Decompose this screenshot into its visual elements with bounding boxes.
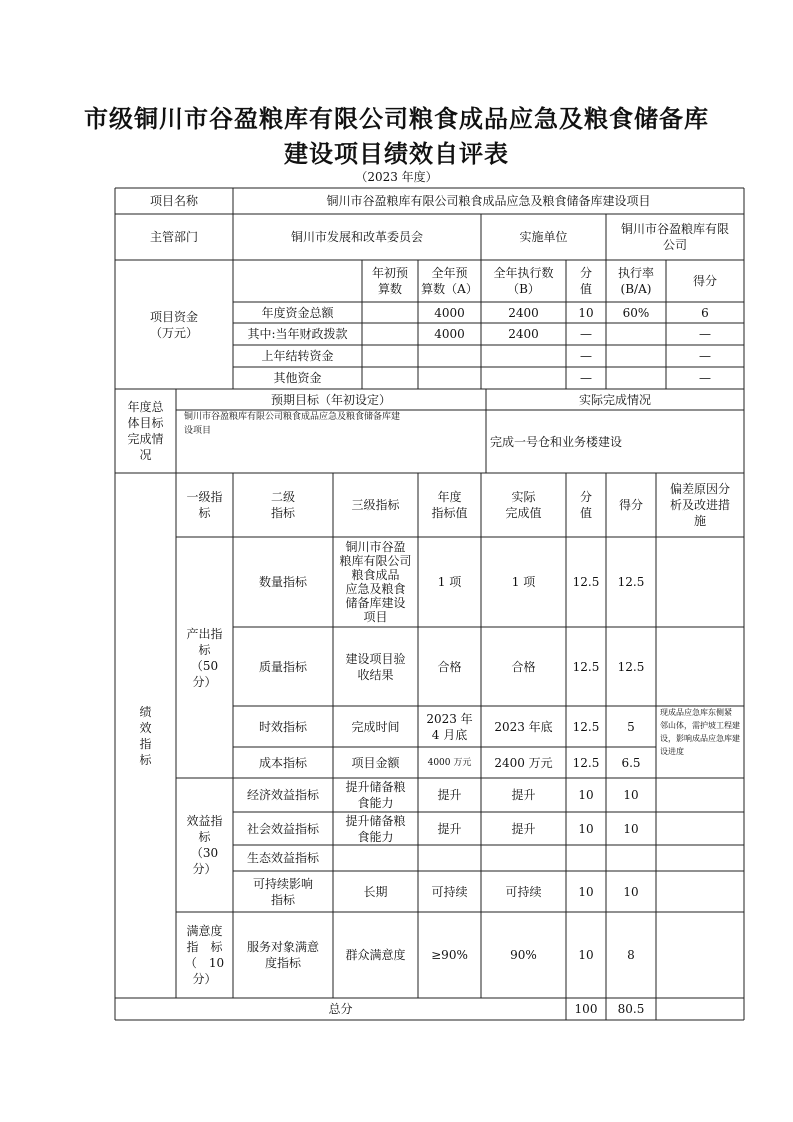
quantity-level3: 铜川市谷盈 粮库有限公司 粮食成品 应急及粮食 储备库建设 项目 bbox=[339, 540, 412, 624]
funds-row-rate bbox=[606, 323, 666, 345]
cost-actual: 2400 万元 bbox=[494, 755, 553, 770]
goals-actual-value: 完成一号仓和业务楼建设 bbox=[490, 434, 623, 449]
deviation-note: 现成品应急库东侧紧 邻山体，需护坡工程建 设，影响成品应急库建 设进度 bbox=[660, 708, 740, 756]
funds-row-rate: 60% bbox=[622, 305, 650, 320]
quality-actual: 合格 bbox=[511, 659, 536, 674]
output-indicator-group: 产出指 标 （50 分） bbox=[186, 626, 223, 689]
funds-row-label: 上年结转资金 bbox=[261, 349, 334, 363]
goals-expected-value: 铜川市谷盈粮库有限公司粮食成品应急及粮食储备库建 设项目 bbox=[184, 412, 401, 436]
quantity-indicator: 数量指标 bbox=[258, 575, 307, 589]
funds-header-score: 分 值 bbox=[579, 266, 592, 296]
funds-header-annual: 全年预 算数（A） bbox=[421, 266, 478, 296]
funds-row-initial bbox=[362, 302, 418, 323]
timeliness-points: 5 bbox=[627, 719, 635, 734]
sustainable-actual: 可持续 bbox=[505, 884, 542, 899]
quality-score: 12.5 bbox=[572, 659, 600, 674]
satisfaction-points: 8 bbox=[627, 948, 635, 962]
funds-row-label: 其他资金 bbox=[273, 371, 322, 385]
funds-row-points: 6 bbox=[701, 305, 709, 320]
funds-header-initial: 年初预 算数 bbox=[371, 266, 408, 296]
funds-row-score: — bbox=[580, 327, 592, 341]
quantity-target: 1 项 bbox=[437, 575, 462, 589]
impl-value: 铜川市谷盈粮库有限 公司 bbox=[620, 222, 729, 252]
document-title-line2: 建设项目绩效自评表 bbox=[284, 139, 509, 168]
satisfaction-score: 10 bbox=[578, 948, 594, 962]
social-score: 10 bbox=[578, 821, 594, 836]
quality-points: 12.5 bbox=[617, 659, 645, 674]
goals-label: 年度总 体目标 完成情 况 bbox=[127, 400, 164, 462]
sustainable-level3: 长期 bbox=[363, 884, 388, 899]
quality-target: 合格 bbox=[437, 659, 462, 674]
funds-header-points: 得分 bbox=[692, 274, 717, 288]
funds-row-label: 其中:当年财政拨款 bbox=[247, 327, 348, 341]
satisfaction-level3: 群众满意度 bbox=[345, 948, 406, 962]
timeliness-target: 2023 年 4 月底 bbox=[426, 711, 473, 742]
goals-actual-header: 实际完成情况 bbox=[578, 392, 651, 407]
header-deviation: 偏差原因分 析及改进措 施 bbox=[669, 482, 730, 528]
economic-target: 提升 bbox=[437, 788, 462, 802]
funds-row-initial bbox=[362, 345, 418, 367]
funds-header-executed: 全年执行数 （B） bbox=[493, 266, 554, 296]
funds-row-executed: 2400 bbox=[508, 327, 539, 341]
funds-row-score: — bbox=[580, 349, 592, 363]
header-level1: 一级指 标 bbox=[186, 490, 223, 520]
funds-row-annual bbox=[418, 367, 481, 389]
benefit-indicator-group: 效益指 标 （30 分） bbox=[186, 814, 223, 876]
cost-points: 6.5 bbox=[621, 755, 641, 770]
funds-row-executed: 2400 bbox=[508, 305, 539, 320]
economic-actual: 提升 bbox=[511, 788, 536, 802]
funds-row-score: 10 bbox=[578, 305, 594, 320]
funds-row-annual: 4000 bbox=[434, 305, 465, 320]
funds-header-rate: 执行率 (B/A) bbox=[617, 266, 654, 296]
quality-level3: 建设项目验 收结果 bbox=[345, 651, 406, 682]
quality-indicator: 质量指标 bbox=[258, 659, 307, 674]
cost-score: 12.5 bbox=[572, 755, 600, 770]
sustainable-points: 10 bbox=[623, 884, 639, 899]
funds-row-points: — bbox=[699, 371, 711, 385]
funds-row-initial bbox=[362, 367, 418, 389]
sustainable-indicator: 可持续影响 指标 bbox=[252, 876, 313, 907]
social-level3: 提升储备粮 食能力 bbox=[345, 813, 406, 844]
satisfaction-actual: 90% bbox=[510, 948, 537, 962]
cost-target: 4000 万元 bbox=[427, 757, 472, 768]
total-score: 100 bbox=[574, 1002, 598, 1016]
total-label: 总分 bbox=[328, 1002, 353, 1016]
timeliness-indicator: 时效指标 bbox=[258, 719, 307, 734]
performance-indicators-label: 绩 效 指 标 bbox=[139, 704, 152, 767]
funds-row-initial bbox=[362, 323, 418, 345]
funds-label: 项目资金 （万元） bbox=[149, 309, 198, 340]
project-name-value: 铜川市谷盈粮库有限公司粮食成品应急及粮食储备库建设项目 bbox=[326, 194, 651, 208]
funds-row-rate bbox=[606, 367, 666, 389]
satisfaction-indicator: 服务对象满意 度指标 bbox=[246, 940, 319, 970]
economic-score: 10 bbox=[578, 788, 594, 802]
funds-row-score: — bbox=[580, 371, 592, 385]
header-level2: 二级 指标 bbox=[270, 490, 295, 520]
social-indicator: 社会效益指标 bbox=[246, 821, 319, 836]
header-score: 分 值 bbox=[579, 490, 592, 520]
funds-row-points: — bbox=[699, 349, 711, 363]
header-level3: 三级指标 bbox=[351, 498, 400, 512]
header-points: 得分 bbox=[618, 498, 643, 512]
sustainable-score: 10 bbox=[578, 884, 594, 899]
header-target: 年度 指标值 bbox=[431, 490, 468, 520]
funds-row-label: 年度资金总额 bbox=[261, 305, 334, 320]
funds-row-executed bbox=[481, 345, 566, 367]
economic-indicator: 经济效益指标 bbox=[246, 788, 319, 802]
economic-points: 10 bbox=[623, 788, 639, 802]
cost-indicator: 成本指标 bbox=[258, 755, 307, 770]
dept-value: 铜川市发展和改革委员会 bbox=[290, 230, 423, 244]
social-actual: 提升 bbox=[511, 821, 536, 836]
ecological-indicator: 生态效益指标 bbox=[246, 851, 319, 865]
quantity-score: 12.5 bbox=[572, 575, 600, 589]
funds-row-executed bbox=[481, 367, 566, 389]
report-year: （2023 年度） bbox=[355, 170, 438, 184]
impl-label: 实施单位 bbox=[519, 230, 568, 244]
timeliness-score: 12.5 bbox=[572, 719, 600, 734]
satisfaction-indicator-group: 满意度 指 标 （ 10 分） bbox=[184, 924, 225, 986]
funds-row-points: — bbox=[699, 327, 711, 341]
total-points: 80.5 bbox=[617, 1002, 645, 1016]
social-points: 10 bbox=[623, 821, 639, 836]
economic-level3: 提升储备粮 食能力 bbox=[345, 780, 406, 810]
goals-expected-header: 预期目标（年初设定） bbox=[270, 392, 391, 407]
funds-row-rate bbox=[606, 345, 666, 367]
sustainable-target: 可持续 bbox=[431, 884, 468, 899]
header-actual: 实际 完成值 bbox=[505, 490, 542, 520]
timeliness-actual: 2023 年底 bbox=[494, 719, 553, 734]
document-title-line1: 市级铜川市谷盈粮库有限公司粮食成品应急及粮食储备库 bbox=[84, 104, 709, 133]
dept-label: 主管部门 bbox=[149, 230, 198, 244]
quantity-actual: 1 项 bbox=[511, 575, 536, 589]
project-name-label: 项目名称 bbox=[149, 194, 198, 208]
funds-row-annual: 4000 bbox=[434, 327, 465, 341]
quantity-points: 12.5 bbox=[617, 575, 645, 589]
cost-level3: 项目金额 bbox=[351, 755, 400, 770]
social-target: 提升 bbox=[437, 821, 462, 836]
timeliness-level3: 完成时间 bbox=[351, 719, 400, 734]
funds-row-annual bbox=[418, 345, 481, 367]
satisfaction-target: ≥90% bbox=[431, 948, 468, 962]
